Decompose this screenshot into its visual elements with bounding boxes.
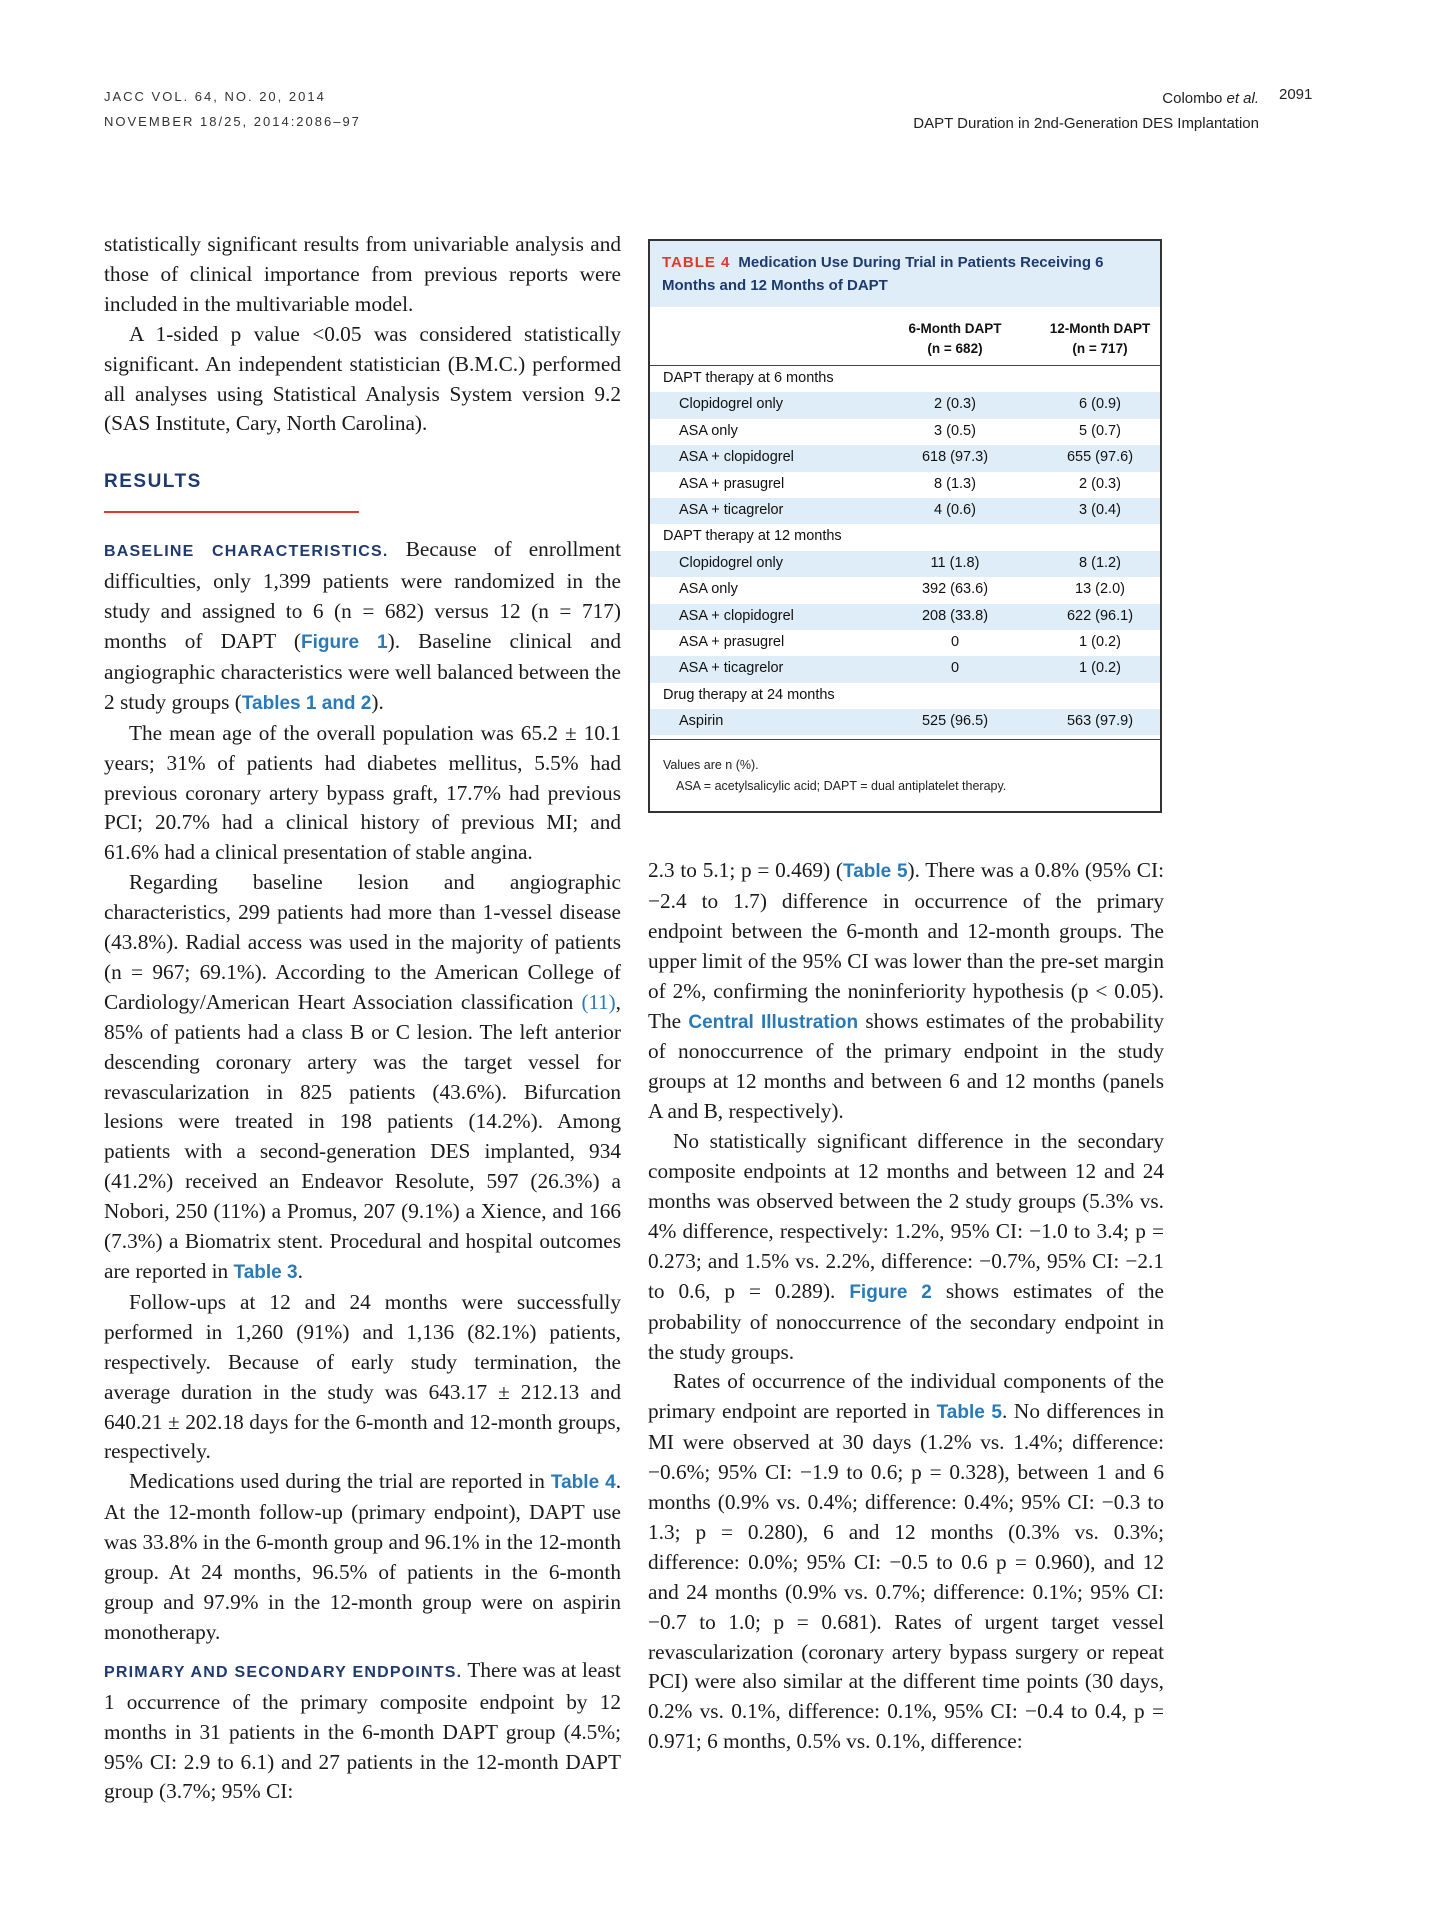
cell-6-month: 3 (0.5) [934,422,976,439]
paragraph [648,1127,1164,1367]
paragraph: Follow-ups at 12 and 24 months were successfully performed in 1,260 (91%) and 1,136 (82.1%) patients, respectively. Because of early study termination, the average duration in the study was 643.17 ± 212.13 and 640.21 ± 202.18 days for the 6-month and 12-month groups, respectively. [104,1289,621,1464]
row-label: Aspirin [679,713,724,730]
header-label: 12-Month DAPT [1049,321,1151,336]
table-row [650,630,1160,656]
paragraph: statistically significant results from univariable analysis and those of clinical importance from previous reports were included in the multivariable model. [104,232,621,316]
table-group-row [650,366,1160,392]
table-header [650,307,1160,366]
footnote: Values are n (%). [663,758,759,772]
row-label: Clopidogrel only [679,396,783,413]
cell-6-month: 4 (0.6) [934,501,976,518]
cell-6-month: 525 (96.5) [921,713,989,730]
text-run: shows estimates of the probability of nonoccurrence of the primary endpoint in the study groups at 12 months and between 6 and 12 months (panels A and B, respectively). [648,1008,1164,1124]
journal-citation [104,84,361,134]
table-row [650,472,1160,498]
cell-12-month: 6 (0.9) [1079,396,1121,413]
table-row [650,445,1160,471]
right-column [648,856,1164,1757]
reference-link[interactable]: (11) [581,989,616,1014]
row-label: Drug therapy at 24 months [663,686,835,703]
row-label: DAPT therapy at 6 months [663,370,834,386]
table-link[interactable]: Table 3 [233,1262,298,1283]
cell-6-month: 392 (63.6) [921,581,989,598]
cell-12-month: 563 (97.9) [1066,713,1134,730]
row-label: ASA + prasugrel [679,475,785,492]
cell-12-month: 655 (97.6) [1066,449,1134,466]
table-label: TABLE 4 [662,254,731,271]
text-run: ). [371,689,384,714]
section-heading-results: RESULTS [104,471,202,493]
table-row [650,498,1160,524]
text-run: shows estimates of the probability of nonoccurrence of the secondary endpoint in the study groups. [648,1278,1164,1364]
column-header-12-month [1030,319,1170,359]
text-run: ). There was a 0.8% (95% CI: −2.4 to 1.7) difference in occurrence of the primary endpoint between the 6-month and 12-month groups. The upper limit of the 95% CI was lower than the pre-set margin of 2%, confirming the noninferiority hypothesis (p < 0.05). The [648,858,1164,1033]
heading-rule [104,511,359,513]
paragraph [104,1467,621,1647]
text-run: . No differences in MI were observed at 30 days (1.2% vs. 1.4%; difference: −0.6%; 95% CI: −1.9 to 0.6; p = 0.328), between 1 and 6 months (0.9% vs. 0.4%; difference: 0.4%; 95% CI: −0.3 to 1.3; p = 0.280), 6 and 12 months (0.3% vs. 0.3%; difference: 0.0%; 95% CI: −0.5 to 0.6 p = 0.960), and 12 and 24 months (0.9% vs. 0.7%; difference: 0.1%; 95% CI: −0.7 to 1.0; p = 0.681). Rates of urgent target vessel revascularization (coronary artery bypass surgery or repeat PCI) were also similar at the different time points (30 days, 0.2% vs. 0.1%, difference: 0.1%, 95% CI: −0.4 to 0.4, p = 0.971; 6 months, 0.5% vs. 0.1%, difference: [648,1399,1164,1754]
paragraph [104,868,621,1288]
cell-6-month: 0 [950,633,960,650]
table-row [650,577,1160,603]
paragraph: A 1-sided p value <0.05 was considered statistically significant. An independent statistician (B.M.C.) performed all analyses using Statistical Analysis System version 9.2 (SAS Institute, Cary, North Carolina). [104,321,621,436]
text-run: Medications used during the trial are reported in [129,1469,551,1494]
central-illustration-link[interactable]: Central Illustration [688,1011,859,1033]
paragraph [104,1656,621,1808]
cell-6-month: 208 (33.8) [921,607,989,624]
running-head [913,86,1259,136]
row-label: ASA only [679,422,738,439]
table-caption [650,241,1160,307]
text-run: , 85% of patients had a class B or C lesion. The left anterior descending coronary artery was the target vessel for revascularization in 825 patients (43.6%). Bifurcation lesions were treated in 198 patients (14.2%). Among patients with a second-generation DES implanted, 934 (41.2%) received an Endeavor Resolute, 597 (26.3%) a Nobori, 250 (11%) a Promus, 207 (9.1%) a Xience, and 166 (7.3%) a Biomatrix stent. Procedural and hospital outcomes are reported in [104,989,621,1283]
journal-volume-line: JACC VOL. 64, NO. 20, 2014 [104,89,326,104]
table-group-row [650,524,1160,550]
subsection-heading: PRIMARY AND SECONDARY ENDPOINTS. [104,1663,463,1681]
table-row [650,604,1160,630]
figure-link[interactable]: Figure 1 [300,631,388,653]
text-run: Because of enrollment difficulties, only 1,399 patients were randomized in the study and assigned to 6 (n = 682) versus 12 (n = 717) months of DAPT ( [104,537,621,653]
text-run: . [297,1259,303,1283]
author-name: Colombo [1162,90,1223,107]
table-4 [648,239,1162,813]
row-label: ASA only [679,581,738,598]
text-run: There was at least 1 occurrence of the primary composite endpoint by 12 months in 31 patients in the 6-month DAPT group (4.5%; 95% CI: 2.9 to 6.1) and 27 patients in the 12-month DAPT group (3.7%; 95% CI: [104,1657,621,1804]
footnote: ASA = acetylsalicylic acid; DAPT = dual antiplatelet therapy. [676,779,1007,793]
row-label: ASA + clopidogrel [679,449,794,466]
paragraph [648,856,1164,1127]
journal-date-line: NOVEMBER 18/25, 2014:2086–97 [104,114,361,129]
row-label: ASA + clopidogrel [679,607,794,624]
text-run: ). Baseline clinical and angiographic characteristics were well balanced between the 2 study groups ( [104,628,622,714]
column-header-6-month [885,319,1025,359]
row-label: Clopidogrel only [679,554,783,571]
cell-12-month: 1 (0.2) [1079,633,1121,650]
table-link[interactable]: Table 5 [843,861,908,882]
cell-12-month: 8 (1.2) [1079,554,1121,571]
table-row [650,709,1160,735]
cell-6-month: 11 (1.8) [930,554,980,571]
figure-link[interactable]: Figure 2 [849,1281,932,1303]
paragraph [648,1367,1164,1757]
table-link[interactable]: Table 5 [936,1402,1002,1424]
cell-6-month: 2 (0.3) [934,396,976,413]
text-run: 2.3 to 5.1; p = 0.469) ( [648,858,844,882]
row-label: ASA + ticagrelor [679,501,784,518]
cell-12-month: 3 (0.4) [1079,501,1121,518]
text-run: Regarding baseline lesion and angiographic characteristics, 299 patients had more than 1-vessel disease (43.8%). Radial access was used in the majority of patients (n = 967; 69.1%). According to the American College of Cardiology/American Heart Association classification [104,870,621,1014]
text-run: No statistically significant difference in the secondary composite endpoints at 12 months and between 12 and 24 months was observed between the 2 study groups (5.3% vs. 4% difference, respectively: 1.2%, 95% CI: −1.0 to 3.4; p = 0.273; and 1.5% vs. 2.2%, difference: −0.7%, 95% CI: −2.1 to 0.6, p = 0.289). [648,1129,1164,1303]
cell-6-month: 0 [950,660,960,677]
table-group-row [650,683,1160,709]
cell-12-month: 13 (2.0) [1075,581,1125,598]
table-footnotes [650,739,1160,797]
table-link[interactable]: Tables 1 and 2 [241,692,372,714]
row-label: ASA + ticagrelor [679,660,784,677]
paragraph: The mean age of the overall population was 65.2 ± 10.1 years; 31% of patients had diabetes mellitus, 5.5% had previous coronary artery bypass graft, 17.7% had previous PCI; 20.7% had a clinical history of previous MI; and 61.6% had a clinical presentation of stable angina. [104,720,621,865]
header-label: 6-Month DAPT [908,321,1002,336]
table-body [650,366,1160,735]
cell-12-month: 5 (0.7) [1079,422,1121,439]
running-author [913,86,1259,111]
table-row [650,551,1160,577]
author-suffix: et al. [1222,90,1259,107]
cell-6-month: 618 (97.3) [921,449,989,466]
text-run: . At the 12-month follow-up (primary endpoint), DAPT use was 33.8% in the 6-month group and 96.1% in the 12-month group. At 24 months, 96.5% of patients in the 6-month group and 97.9% in the 12-month group were on aspirin monotherapy. [104,1469,622,1644]
running-title: DAPT Duration in 2nd-Generation DES Implantation [913,115,1259,132]
page-number: 2091 [1279,86,1313,103]
header-n: (n = 717) [1072,341,1128,356]
cell-12-month: 2 (0.3) [1079,475,1121,492]
cell-12-month: 622 (96.1) [1066,607,1134,624]
row-label: DAPT therapy at 12 months [663,528,842,545]
header-n: (n = 682) [927,341,983,356]
row-label: ASA + prasugrel [679,633,785,650]
table-row [650,392,1160,418]
paragraph [104,535,621,718]
table-row [650,419,1160,445]
cell-12-month: 1 (0.2) [1079,660,1121,677]
subsection-heading: BASELINE CHARACTERISTICS. [104,543,389,561]
table-title: Medication Use During Trial in Patients Receiving 6 Months and 12 Months of DAPT [662,254,1104,294]
table-row [650,656,1160,682]
text-run: Rates of occurrence of the individual components of the primary endpoint are reported in [648,1369,1164,1424]
cell-6-month: 8 (1.3) [934,475,976,492]
left-column [104,230,621,1807]
table-link[interactable]: Table 4 [550,1472,616,1494]
